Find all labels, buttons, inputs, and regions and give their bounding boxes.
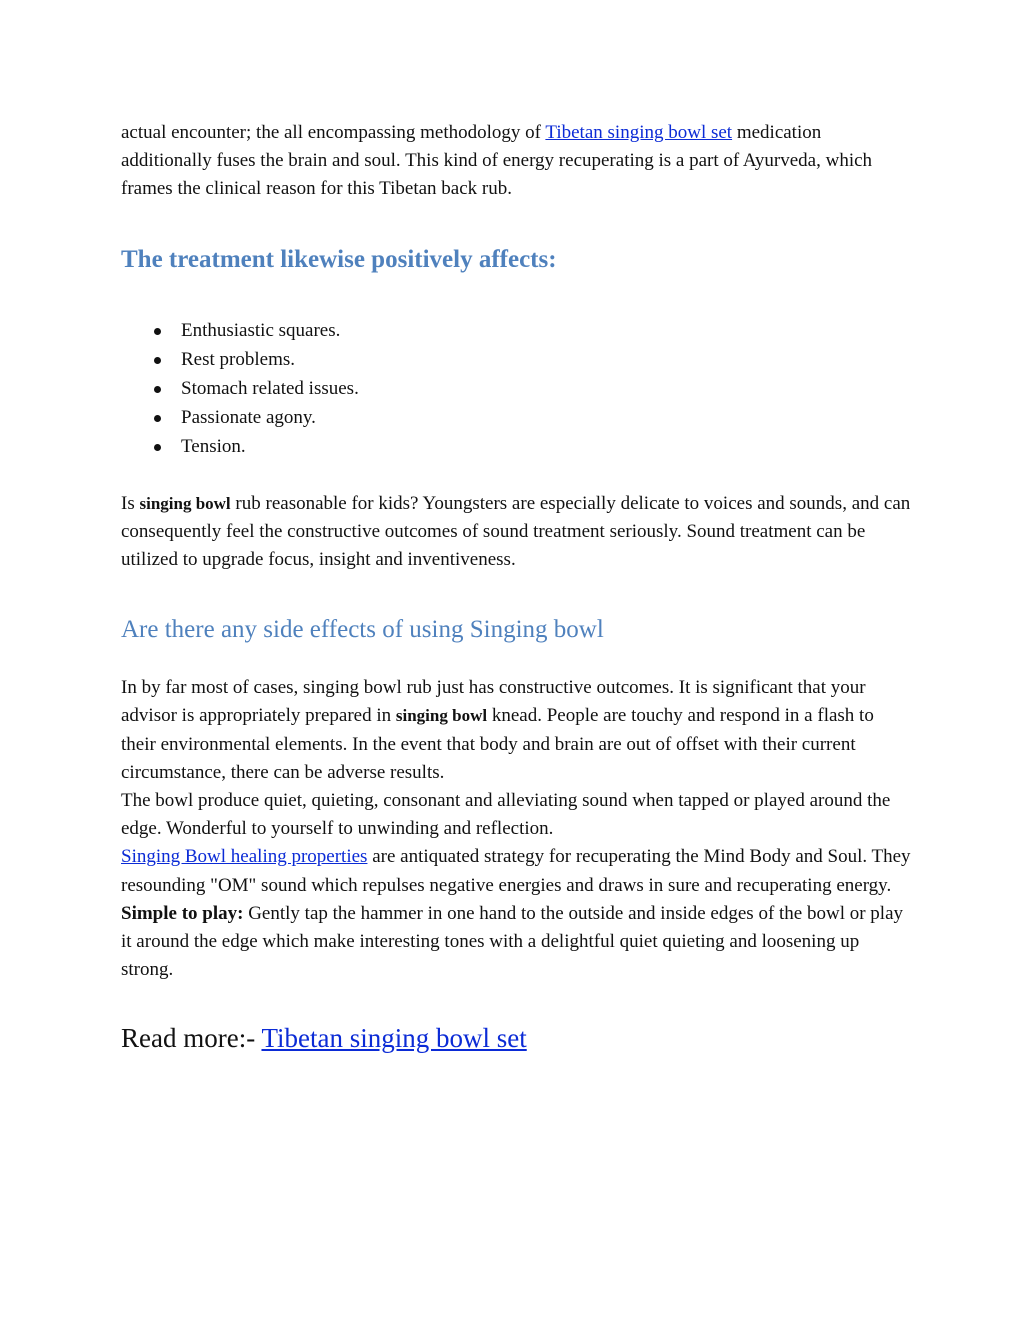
simple-to-play-paragraph: Simple to play: Gently tap the hammer in one hand to the outside and inside edges of the bowl or play it around the edge which make interesting tones with a delightful quiet quieting and loosening up strong. [121, 902, 904, 981]
read-more-label: Read more:- [121, 1023, 262, 1054]
side-effects-paragraph: In by far most of cases, singing bowl rub just has constructive outcomes. It is significant that your advisor is appropriately prepared in singing bowl knead. People are touchy and respond in a flash to their environmental elements. In the event that body and brain are out of offset with their current circumstance, there can be adverse results. [121, 677, 874, 783]
treatment-heading: The treatment likewise positively affects: [121, 245, 557, 273]
intro-text-after: medication additionally fuses the brain and soul. This kind of energy recuperating is a part of Ayurveda, which frames the clinical reason for this Tibetan back rub. [121, 122, 873, 200]
singing-bowl-bold: singing bowl [395, 706, 488, 726]
intro-paragraph [121, 119, 911, 204]
tibetan-singing-bowl-set-link[interactable]: Tibetan singing bowl set [545, 122, 733, 143]
bullet-icon [154, 357, 161, 364]
simple-to-play-label: Simple to play: [121, 902, 244, 924]
bullet-icon [154, 328, 161, 335]
affects-list [121, 316, 911, 462]
singing-bowl-healing-properties-link[interactable]: Singing Bowl healing properties [121, 846, 368, 868]
list-item: Rest problems. [121, 345, 911, 374]
intro-text-before: actual encounter; the all encompassing methodology of [121, 122, 546, 143]
kids-paragraph: Is singing bowl rub reasonable for kids? Youngsters are especially delicate to voices and sounds, and can consequently feel the constructive outcomes of sound treatment seriously. Sound treatment can be utilized to upgrade focus, insight and inventiveness. [121, 492, 911, 571]
bullet-icon [154, 415, 161, 422]
list-item: Passionate agony. [121, 403, 911, 432]
singing-bowl-bold: singing bowl [139, 493, 231, 513]
healing-properties-paragraph: Singing Bowl healing properties are antiquated strategy for recuperating the Mind Body and Soul. They resounding "OM" sound which repulses negative energies and draws in sure and recuperating energy. [121, 846, 911, 896]
bowl-sound-paragraph: The bowl produce quiet, quieting, consonant and alleviating sound when tapped or played around the edge. Wonderful to yourself to unwinding and reflection. [121, 790, 891, 840]
read-more-line [121, 1020, 911, 1056]
bullet-icon [154, 444, 161, 451]
list-item: Stomach related issues. [121, 374, 911, 403]
side-effects-heading: Are there any side effects of using Singing bowl [121, 616, 604, 644]
read-more-link[interactable]: Tibetan singing bowl set [261, 1023, 527, 1054]
document-page [121, 119, 911, 1056]
bullet-icon [154, 386, 161, 393]
list-item: Enthusiastic squares. [121, 316, 911, 345]
list-item: Tension. [121, 432, 911, 461]
